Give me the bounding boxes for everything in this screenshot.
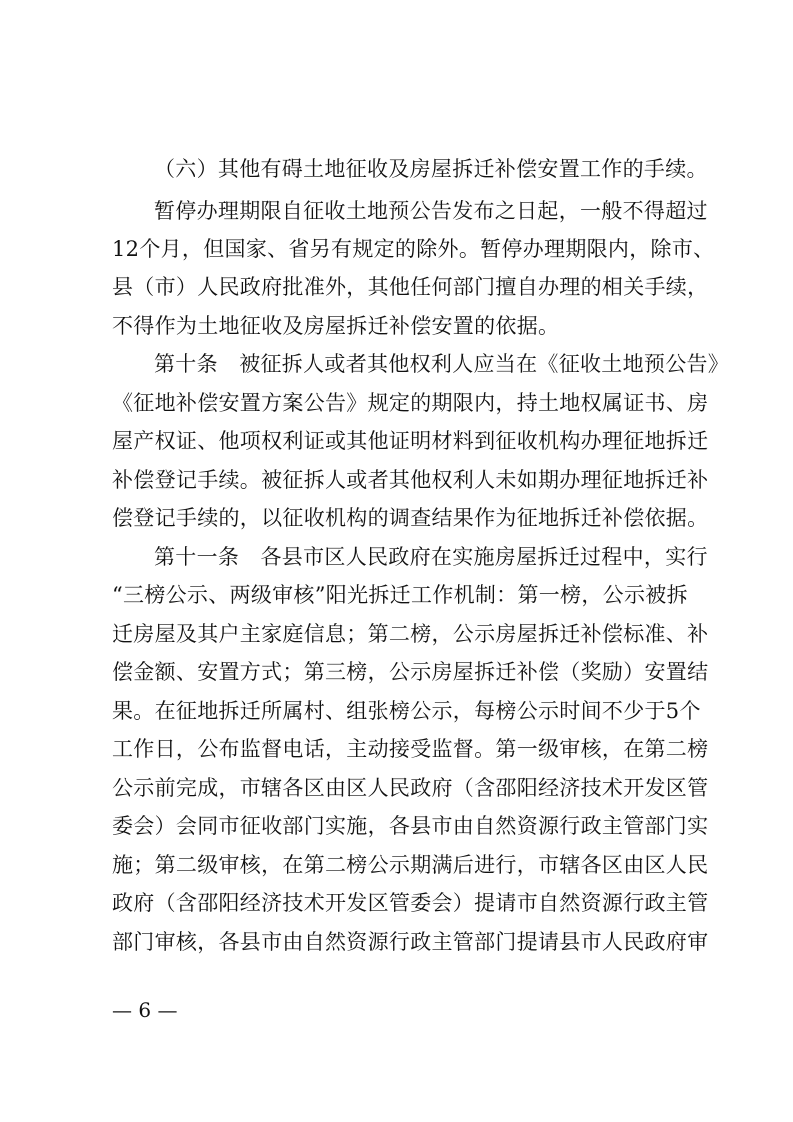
paragraph-line-19: 施；第二级审核，在第二榜公示期满后进行，市辖各区由区人民 xyxy=(112,853,709,877)
page-number: — 6 — xyxy=(112,998,178,1022)
paragraph-line-15: 果。在征地拆迁所属村、组张榜公示，每榜公示时间不少于5个 xyxy=(112,699,701,723)
paragraph-line-9: 补偿登记手续。被征拆人或者其他权利人未如期办理征地拆迁补 xyxy=(112,468,709,492)
paragraph-line-8: 屋产权证、他项权利证或其他证明材料到征收机构办理征地拆迁 xyxy=(112,429,709,453)
paragraph-line-17: 公示前完成，市辖各区由区人民政府（含邵阳经济技术开发区管 xyxy=(112,776,709,800)
paragraph-line-4: 县（市）人民政府批准外，其他任何部门擅自办理的相关手续， xyxy=(112,275,709,299)
paragraph-line-7: 《征地补偿安置方案公告》规定的期限内，持土地权属证书、房 xyxy=(112,391,709,415)
paragraph-line-12: “三榜公示、两级审核”阳光拆迁工作机制：第一榜，公示被拆 xyxy=(112,583,688,607)
paragraph-line-21: 部门审核，各县市由自然资源行政主管部门提请县市人民政府审 xyxy=(112,930,709,954)
paragraph-line-13: 迁房屋及其户主家庭信息；第二榜，公示房屋拆迁补偿标准、补 xyxy=(112,622,709,646)
paragraph-line-1: （六）其他有碍土地征收及房屋拆迁补偿安置工作的手续。 xyxy=(154,157,708,181)
paragraph-line-5: 不得作为土地征收及房屋拆迁补偿安置的依据。 xyxy=(112,314,560,338)
paragraph-line-3: 12个月，但国家、省另有规定的除外。暂停办理期限内，除市、 xyxy=(112,237,715,261)
paragraph-line-16: 工作日，公布监督电话，主动接受监督。第一级审核，在第二榜 xyxy=(112,737,709,761)
paragraph-line-14: 偿金额、安置方式；第三榜，公示房屋拆迁补偿（奖励）安置结 xyxy=(112,660,709,684)
paragraph-line-10: 偿登记手续的，以征收机构的调查结果作为征地拆迁补偿依据。 xyxy=(112,506,709,530)
paragraph-line-2: 暂停办理期限自征收土地预公告发布之日起，一般不得超过 xyxy=(154,199,708,223)
paragraph-line-6: 第十条 被征拆人或者其他权利人应当在《征收土地预公告》 xyxy=(154,352,730,376)
paragraph-line-18: 委会）会同市征收部门实施，各县市由自然资源行政主管部门实 xyxy=(112,814,709,838)
paragraph-line-20: 政府（含邵阳经济技术开发区管委会）提请市自然资源行政主管 xyxy=(112,891,709,915)
paragraph-line-11: 第十一条 各县市区人民政府在实施房屋拆迁过程中，实行 xyxy=(154,545,708,569)
